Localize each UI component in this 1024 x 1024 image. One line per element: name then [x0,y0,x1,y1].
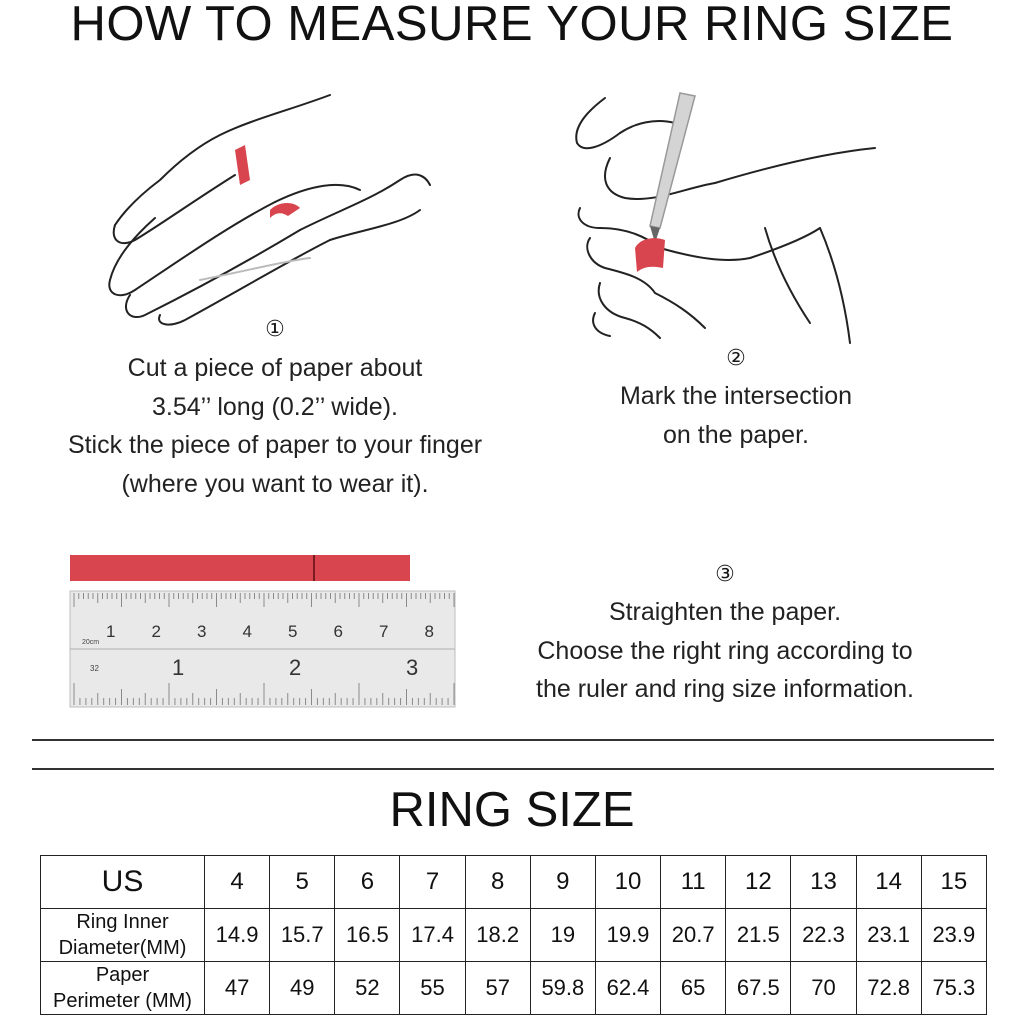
ruler-top-label: 6 [333,622,343,641]
table-cell-diameter: 21.5 [726,909,791,962]
table-row-us-sizes [41,856,987,909]
ruler-top-label: 5 [288,622,298,641]
step-3-number: ③ [715,561,735,586]
table-cell-diameter: 15.7 [270,909,335,962]
table-cell-us-size: 4 [205,856,270,909]
table-cell-diameter: 19 [530,909,595,962]
table-cell-us-size: 11 [661,856,726,909]
ruler-top-unit: 20cm [82,639,100,646]
ruler-bottom-label: 3 [406,655,419,680]
table-cell-perimeter: 47 [205,962,270,1015]
table-cell-us-size: 15 [921,856,986,909]
table-header-us: US [41,856,205,909]
step-1-line: 3.54’’ long (0.2’’ wide). [152,392,398,421]
step-3-line: Choose the right ring according to [537,636,913,665]
ruler-bottom-label: 1 [172,655,185,680]
table-cell-us-size: 13 [791,856,856,909]
step-3-line: the ruler and ring size information. [536,675,914,703]
table-cell-diameter: 19.9 [595,909,660,962]
table-cell-perimeter: 57 [465,962,530,1015]
step-2-number: ② [726,345,746,370]
step-3-text [480,593,970,709]
table-cell-us-size: 8 [465,856,530,909]
step-2-line: Mark the intersection [619,382,853,410]
paper-strip-and-ruler [68,553,460,711]
table-cell-diameter: 20.7 [661,909,726,962]
paper-strip [70,555,410,581]
ruler-top-label: 4 [242,622,252,641]
table-cell-diameter: 22.3 [791,909,856,962]
ruler-bottom-unit: 32 [90,664,99,673]
table-header-inner-diameter [41,909,205,962]
table-cell-us-size: 6 [335,856,400,909]
table-cell-us-size: 9 [530,856,595,909]
table-row-inner-diameter [41,909,987,962]
table-header-line: Diameter(MM) [58,937,187,959]
table-cell-perimeter: 70 [791,962,856,1015]
table-cell-us-size: 10 [595,856,660,909]
step-2-line: on the paper. [663,420,809,449]
step-1-number: ① [265,316,285,341]
table-cell-perimeter: 65 [661,962,726,1015]
ruler-top-label: 3 [197,622,207,641]
table-cell-perimeter: 62.4 [595,962,660,1015]
table-header-paper-perimeter [41,962,205,1015]
hand-marking-paper-illustration [565,88,895,348]
divider-line [32,739,994,741]
table-row-paper-perimeter [41,962,987,1015]
step-1-line: Stick the piece of paper to your finger [67,431,483,459]
table-cell-perimeter: 72.8 [856,962,921,1015]
table-cell-perimeter: 75.3 [921,962,986,1015]
step-2-text [536,377,936,454]
ring-size-table [40,855,987,1015]
ruler-graphic [68,553,460,711]
table-cell-diameter: 23.1 [856,909,921,962]
table-cell-us-size: 7 [400,856,465,909]
ruler-top-label: 8 [424,622,434,641]
divider-line [32,768,994,770]
table-cell-perimeter: 52 [335,962,400,1015]
ruler-top-label: 1 [106,622,116,641]
table-cell-perimeter: 59.8 [530,962,595,1015]
table-cell-diameter: 14.9 [205,909,270,962]
table-cell-us-size: 12 [726,856,791,909]
table-cell-diameter: 16.5 [335,909,400,962]
table-cell-perimeter: 49 [270,962,335,1015]
step-3-line: Straighten the paper. [608,598,842,626]
table-cell-perimeter: 55 [400,962,465,1015]
table-cell-diameter: 23.9 [921,909,986,962]
hand-with-paper-strip-illustration [100,90,440,330]
step-1-line: (where you want to wear it). [121,469,429,498]
table-cell-diameter: 18.2 [465,909,530,962]
step-1-line: Cut a piece of paper about [127,354,423,382]
table-header-line: Perimeter (MM) [53,990,192,1012]
ruler-bottom-label: 2 [289,655,302,680]
table-cell-us-size: 5 [270,856,335,909]
ring-size-title: RING SIZE [389,783,635,837]
table-header-line: Paper [95,964,150,986]
table-cell-perimeter: 67.5 [726,962,791,1015]
table-header-line: Ring Inner [76,911,169,933]
ruler-top-label: 2 [151,622,161,641]
step-1-text [20,349,530,503]
page-title: HOW TO MEASURE YOUR RING SIZE [70,0,954,51]
table-cell-diameter: 17.4 [400,909,465,962]
table-cell-us-size: 14 [856,856,921,909]
ruler-top-label: 7 [379,622,389,641]
